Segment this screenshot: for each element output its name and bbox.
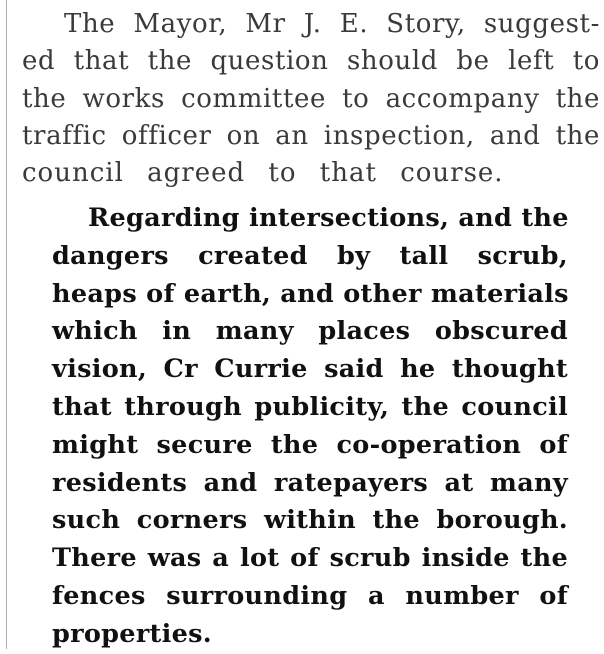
paragraph-mayor-suggestion [22, 6, 600, 192]
text-line: traffic officer on an inspection, and the [22, 120, 600, 151]
text-line: which in many places obscured [52, 316, 568, 347]
text-line: properties. [52, 618, 212, 649]
text-line: vision, Cr Currie said he thought [52, 354, 568, 385]
column-rule [6, 0, 7, 649]
text-line: the works committee to accompany the [22, 83, 600, 114]
paragraph-intersections [52, 200, 568, 654]
text-line: Regarding intersections, and the [88, 203, 569, 233]
text-line: ed that the question should be left to [22, 46, 600, 77]
text-line: heaps of earth, and other materials [52, 278, 569, 309]
text-line: fences surrounding a number of [52, 580, 568, 611]
text-line: There was a lot of scrub inside the [52, 543, 568, 574]
text-line: might secure the co-operation of [52, 429, 568, 460]
text-line: residents and ratepayers at many [52, 467, 568, 498]
text-line: dangers created by tall scrub, [52, 240, 568, 271]
text-line: council agreed to that course. [22, 158, 504, 189]
text-line: that through publicity, the council [52, 391, 568, 422]
text-line: such corners within the borough. [52, 505, 568, 536]
text-line: The Mayor, Mr J. E. Story, suggest- [64, 9, 600, 39]
